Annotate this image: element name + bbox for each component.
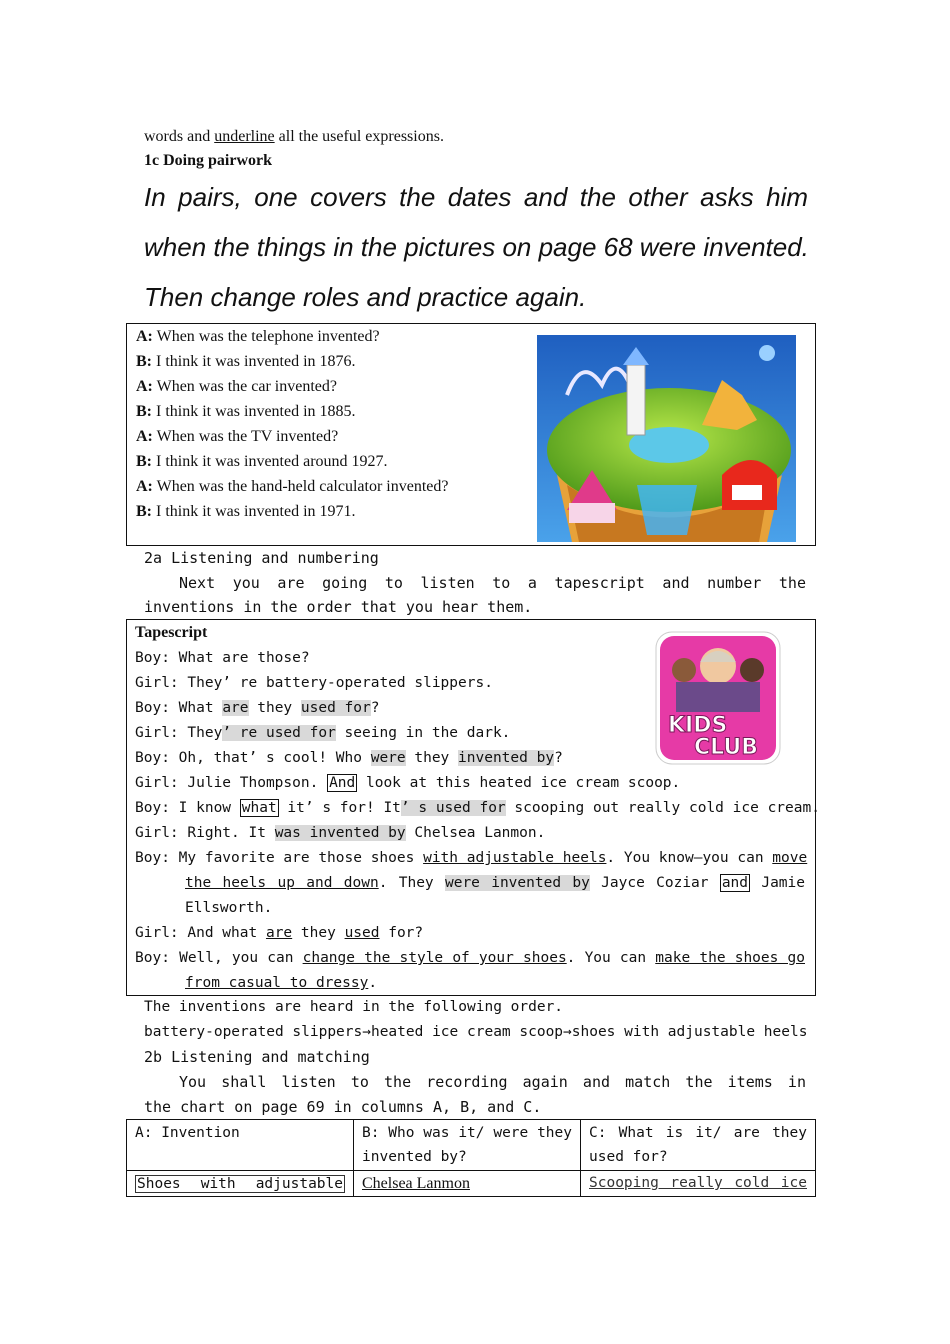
instruction-2a-line-2: inventions in the order that you hear them. xyxy=(144,598,533,616)
tapescript-line: Boy: Well, you can change the style of your shoes. You can make the shoes go xyxy=(135,950,805,966)
heading-1c: 1c Doing pairwork xyxy=(144,152,272,169)
svg-text:KIDS: KIDS xyxy=(668,713,728,738)
tapescript-line: Ellsworth. xyxy=(185,900,273,916)
dialogue-line: B: I think it was invented in 1971. xyxy=(136,503,356,520)
matching-table xyxy=(126,1119,816,1197)
tapescript-line: Girl: They’ re used for seeing in the dark. xyxy=(135,725,511,741)
table-header-c: C: What is it/ are they xyxy=(589,1125,807,1141)
tapescript-line: Boy: I know what it’ s for! It’ s used for scooping out really cold ice cream. xyxy=(135,800,820,816)
instruction-line-3: Then change roles and practice again. xyxy=(144,282,587,312)
table-cell-use: Scooping really cold ice xyxy=(589,1175,807,1191)
table-header-a: A: Invention xyxy=(135,1125,240,1141)
kids-club-logo xyxy=(654,630,782,766)
tapescript-box xyxy=(126,619,820,996)
dialogue-line: B: I think it was invented in 1876. xyxy=(136,353,356,370)
pairwork-box xyxy=(126,323,816,546)
table-header-b: B: Who was it/ were they xyxy=(362,1125,572,1141)
tapescript-title: Tapescript xyxy=(135,624,208,641)
dialogue-line: A: When was the hand-held calculator invented? xyxy=(136,478,449,495)
dialogue-line: B: I think it was invented around 1927. xyxy=(136,453,388,470)
svg-text:CLUB: CLUB xyxy=(694,735,759,760)
tapescript-line: Girl: They’ re battery-operated slippers. xyxy=(135,675,493,691)
order-sequence: battery-operated slippers→heated ice cream scoop→shoes with adjustable heels xyxy=(144,1024,808,1040)
tapescript-line: Boy: Oh, that’ s cool! Who were they invented by? xyxy=(135,750,563,766)
tapescript-line: Boy: What are they used for? xyxy=(135,700,380,716)
instruction-2b-line-2: the chart on page 69 in columns A, B, and C. xyxy=(144,1098,542,1116)
table-row-divider xyxy=(127,1170,815,1171)
tapescript-line: the heels up and down. They were invented by Jayce Coziar and Jamie xyxy=(185,875,805,891)
dialogue-line: A: When was the telephone invented? xyxy=(136,328,380,345)
dialogue-line: A: When was the TV invented? xyxy=(136,428,339,445)
instruction-line-1: In pairs, one covers the dates and the other asks him xyxy=(144,182,808,212)
heading-2a: 2a Listening and numbering xyxy=(144,549,379,567)
dialogue-line: A: When was the car invented? xyxy=(136,378,337,395)
table-header-c-cont: used for? xyxy=(589,1149,668,1165)
tapescript-line: from casual to dressy. xyxy=(185,975,378,991)
theme-park-illustration xyxy=(537,335,796,542)
intro-line: words and underline all the useful expressions. xyxy=(144,128,444,145)
tapescript-line: Boy: What are those? xyxy=(135,650,310,666)
instruction-2b-line-1: You shall listen to the recording again and match the items in xyxy=(179,1073,806,1091)
instruction-line-2: when the things in the pictures on page 68 were invented. xyxy=(144,232,809,262)
tapescript-line: Girl: Right. It was invented by Chelsea Lanmon. xyxy=(135,825,546,841)
underline-word: underline xyxy=(214,128,275,145)
table-header-b-cont: invented by? xyxy=(362,1149,467,1165)
table-cell-invention: Shoes with adjustable xyxy=(137,1176,343,1192)
order-intro: The inventions are heard in the following order. xyxy=(144,999,564,1015)
tapescript-line: Girl: And what are they used for? xyxy=(135,925,424,941)
table-cell-inventor: Chelsea Lanmon xyxy=(362,1175,470,1192)
heading-2b: 2b Listening and matching xyxy=(144,1048,370,1066)
tapescript-line: Girl: Julie Thompson. And look at this heated ice cream scoop. xyxy=(135,775,681,791)
dialogue-line: B: I think it was invented in 1885. xyxy=(136,403,356,420)
instruction-2a-line-1: Next you are going to listen to a tapescript and number the xyxy=(179,574,806,592)
tapescript-line: Boy: My favorite are those shoes with adjustable heels. You know—you can move xyxy=(135,850,808,866)
